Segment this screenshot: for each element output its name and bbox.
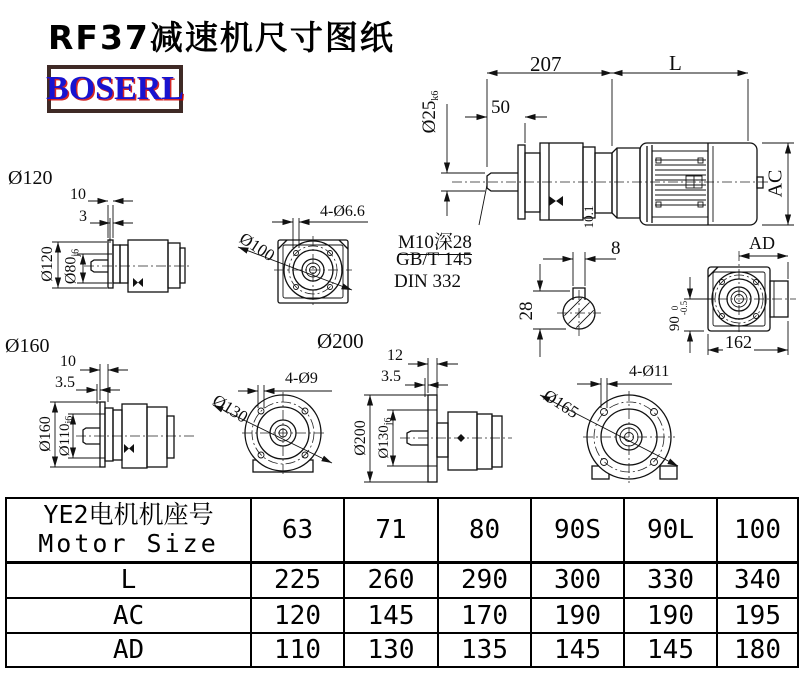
- dim-AD: AD: [749, 233, 775, 253]
- row-label: L: [6, 562, 251, 598]
- brand-logo-text: BOSERL: [46, 70, 184, 107]
- table-cell: 290: [438, 562, 531, 598]
- table-cell: 300: [531, 562, 624, 598]
- header-col: 71: [344, 498, 438, 562]
- dim-4xdia11: 4-Ø11: [629, 363, 670, 380]
- motor-cooling-fins: [655, 160, 706, 205]
- dim-90-tol: 90 0 -0.5: [667, 300, 689, 332]
- table-cell: 340: [717, 562, 798, 598]
- dim-200-12: 12: [387, 347, 403, 364]
- dim-L: L: [669, 51, 682, 75]
- thread-note: M10深28: [398, 232, 472, 253]
- table-cell: 225: [251, 562, 344, 598]
- header-col: 63: [251, 498, 344, 562]
- dim-dia25k6: Ø25k6: [419, 90, 441, 134]
- dim-4xdia6-6: 4-Ø6.6: [320, 203, 365, 220]
- label-dia120: Ø120: [8, 167, 53, 189]
- table-cell: 190: [531, 598, 624, 633]
- page-title: RF37减速机尺寸图纸: [48, 18, 395, 57]
- dim-AC: AC: [764, 169, 787, 198]
- table-cell: 170: [438, 598, 531, 633]
- table-cell: 145: [624, 633, 717, 667]
- header-col: 80: [438, 498, 531, 562]
- row-label: AC: [6, 598, 251, 633]
- dim-28: 28: [516, 301, 537, 321]
- assembly-side-view: [441, 73, 794, 225]
- table-row-L: [6, 562, 798, 598]
- header-col: 90L: [624, 498, 717, 562]
- table-header-row: [6, 498, 798, 562]
- table-cell: 330: [624, 562, 717, 598]
- table-cell: 195: [717, 598, 798, 633]
- header-col: 90S: [531, 498, 624, 562]
- dim-200-3-5: 3.5: [381, 368, 401, 385]
- dim-160-10: 10: [60, 353, 76, 370]
- label-dia165: Ø165: [540, 385, 583, 423]
- label-dia200: Ø200: [317, 329, 364, 353]
- dim-4xdia9: 4-Ø9: [285, 370, 318, 387]
- dim-dia130j6: $Ø130_{j6}$: [376, 417, 394, 459]
- flange-100-front-view: [238, 218, 368, 307]
- dim-dia80j6: Ø80j6: [62, 248, 82, 285]
- dim-10-1: 10.1: [581, 205, 596, 229]
- table-cell: 135: [438, 633, 531, 667]
- std-gbt145: GB/T 145: [396, 249, 473, 270]
- dim-120-3: 3: [79, 208, 87, 225]
- dim-dia160: Ø160: [37, 416, 54, 452]
- row-label: AD: [6, 633, 251, 667]
- table-cell: 145: [344, 598, 438, 633]
- table-cell: 260: [344, 562, 438, 598]
- header-motor-size: YE2电机机座号 Motor Size: [6, 498, 251, 562]
- table-cell: 190: [624, 598, 717, 633]
- dim-dia120: Ø120: [39, 246, 56, 282]
- label-dia160: Ø160: [5, 335, 50, 357]
- motor-size-table: [5, 497, 799, 668]
- label-dia100: Ø100: [236, 228, 279, 266]
- table-cell: 110: [251, 633, 344, 667]
- table-cell: 145: [531, 633, 624, 667]
- dim-8: 8: [611, 238, 621, 259]
- dim-120-10: 10: [70, 186, 86, 203]
- dim-162: 162: [725, 332, 752, 352]
- dim-50: 50: [491, 97, 510, 118]
- label-dia130: Ø130: [209, 390, 252, 427]
- dim-dia110j6: $Ø110_{j6}$: [57, 415, 75, 457]
- table-row-AD: [6, 633, 798, 667]
- std-din332: DIN 332: [394, 271, 462, 292]
- dim-dia200: Ø200: [352, 420, 369, 456]
- dim-207: 207: [530, 52, 562, 76]
- table-cell: 180: [717, 633, 798, 667]
- header-col: 100: [717, 498, 798, 562]
- dim-160-3-5: 3.5: [55, 374, 75, 391]
- shaft-key-section-view: [533, 252, 616, 357]
- table-cell: 130: [344, 633, 438, 667]
- table-row-AC: [6, 598, 798, 633]
- table-cell: 120: [251, 598, 344, 633]
